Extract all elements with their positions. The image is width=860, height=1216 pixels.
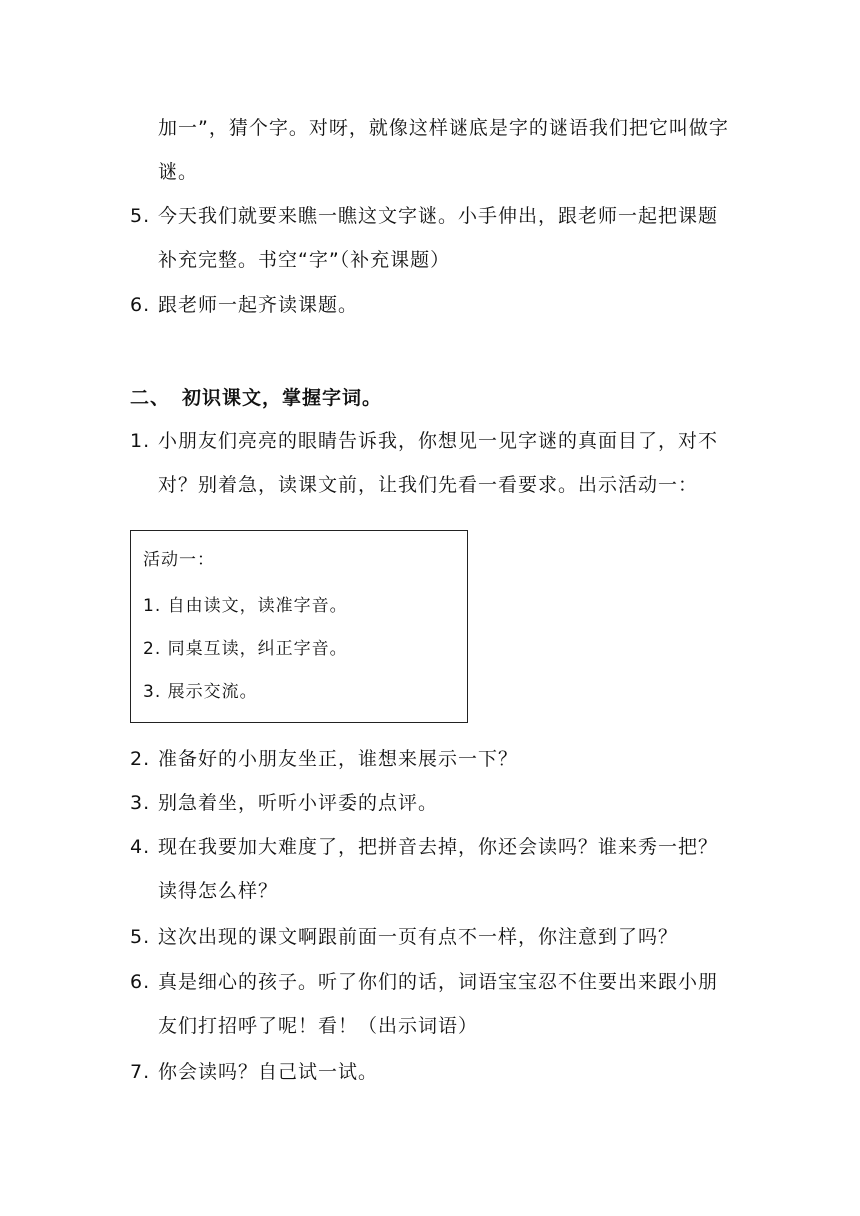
list-item-text: 你会读吗？自己试一试。 bbox=[158, 1061, 379, 1083]
continuation-line-1: 加一”，猜个字。对呀，就像这样谜底是字的谜语我们把它叫做字 bbox=[158, 117, 729, 139]
list-item-number: 2. bbox=[130, 748, 151, 770]
activity-box-title: 活动一： bbox=[143, 550, 215, 570]
list-item bbox=[130, 419, 730, 507]
list-item-number: 7. bbox=[130, 1061, 151, 1083]
list-item bbox=[130, 960, 730, 1048]
continuation-line-2: 谜。 bbox=[158, 161, 199, 183]
list-item bbox=[130, 737, 730, 781]
list-item-number: 6. bbox=[130, 971, 151, 993]
section-heading bbox=[130, 376, 730, 420]
activity-box bbox=[130, 530, 468, 723]
list-item-text: 今天我们就要来瞧一瞧这文字谜。小手伸出，跟老师一起把课题补充完整。书空“字”（补充课题） bbox=[158, 205, 719, 271]
list-item-text: 跟老师一起齐读课题。 bbox=[158, 294, 359, 316]
activity-box-item: 1. 自由读文，读准字音。 bbox=[143, 596, 348, 616]
list-item-text: 现在我要加大难度了，把拼音去掉，你还会读吗？谁来秀一把？读得怎么样？ bbox=[158, 836, 719, 902]
section-number: 二、 bbox=[130, 387, 171, 409]
list-item-number: 6. bbox=[130, 294, 151, 316]
activity-box-item: 2. 同桌互读，纠正字音。 bbox=[143, 639, 348, 659]
section-title: 初识课文，掌握字词。 bbox=[182, 387, 383, 409]
list-item bbox=[130, 781, 730, 825]
list-item-text: 真是细心的孩子。听了你们的话，词语宝宝忍不住要出来跟小朋友们打招呼了呢！看！（出示词语） bbox=[158, 971, 719, 1037]
list-item-text: 这次出现的课文啊跟前面一页有点不一样，你注意到了吗？ bbox=[158, 926, 679, 948]
list-item-number: 3. bbox=[130, 792, 151, 814]
list-item bbox=[130, 194, 730, 282]
list-item-number: 5. bbox=[130, 205, 151, 227]
list-item-text: 小朋友们亮亮的眼睛告诉我，你想见一见字谜的真面目了，对不对？别着急，读课文前，让我们先看一看要求。出示活动一： bbox=[158, 430, 719, 496]
list-item bbox=[130, 1050, 730, 1094]
list-item bbox=[130, 283, 730, 327]
list-item-text: 别急着坐，听听小评委的点评。 bbox=[158, 792, 439, 814]
list-item-text: 准备好的小朋友坐正，谁想来展示一下？ bbox=[158, 748, 519, 770]
list-item bbox=[130, 915, 730, 959]
activity-box-item: 3. 展示交流。 bbox=[143, 682, 258, 702]
list-item bbox=[130, 825, 730, 913]
list-item-number: 4. bbox=[130, 836, 151, 858]
list-item-number: 1. bbox=[130, 430, 151, 452]
list-item-number: 5. bbox=[130, 926, 151, 948]
